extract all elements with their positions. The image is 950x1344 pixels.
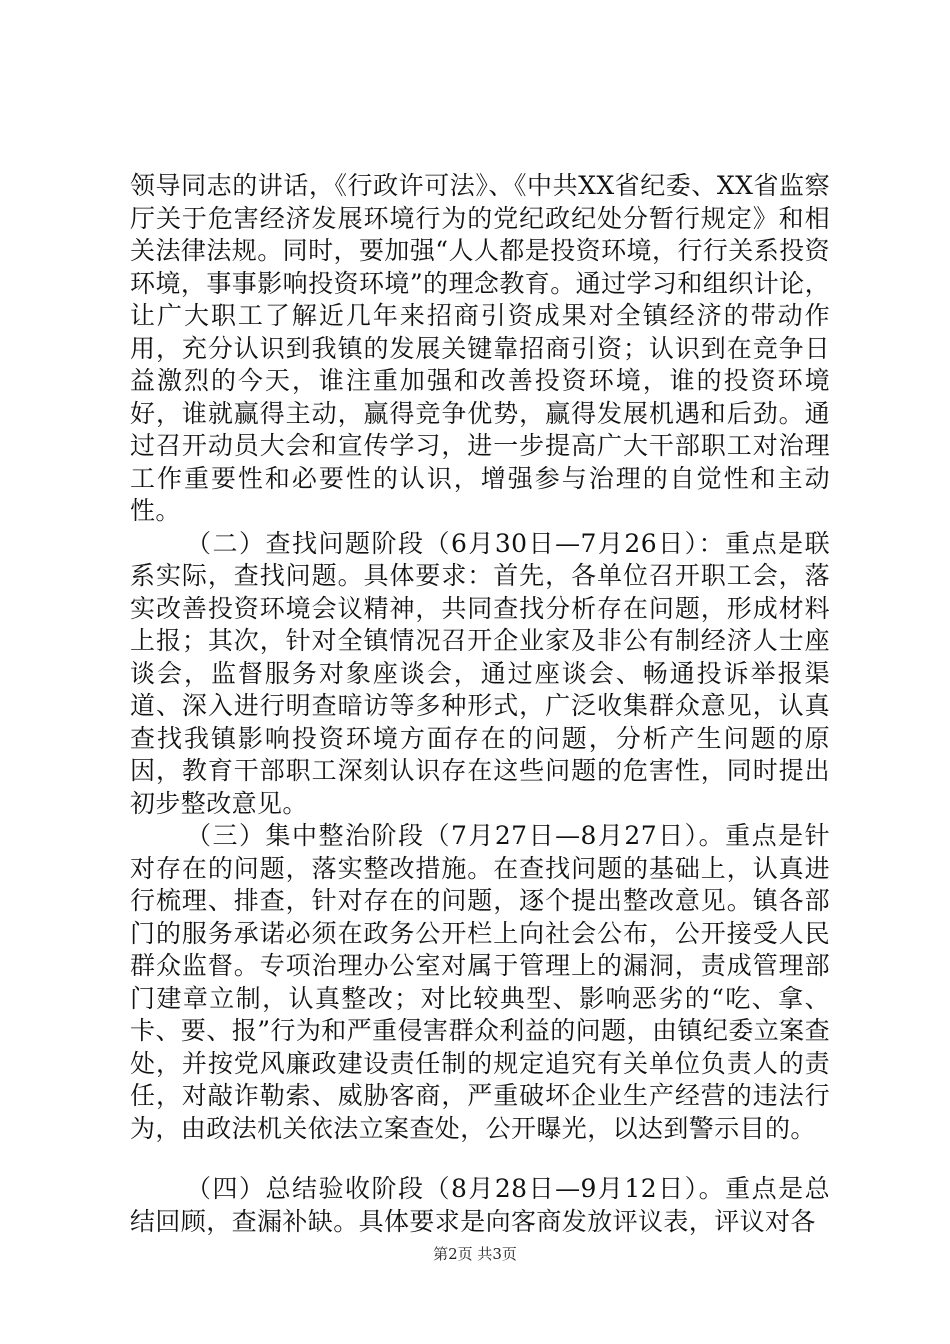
paragraph-stage-two: （二）查找问题阶段（6月30日—7月26日）：重点是联系实际，查找问题。具体要求：首先，各单位召开职工会，落实改善投资环境会议精神，共同查找分析存在问题，形成材料上报；其次，针对全镇情况召开企业家及非公有制经济人士座谈会，监督服务对象座谈会，通过座谈会、畅通投诉举报渠道、深入进行明查暗访等多种形式，广泛收集群众意见，认真查找我镇影响投资环境方面存在的问题，分析产生问题的原因，教育干部职工深刻认识存在这些问题的危害性，同时提出初步整改意见。 bbox=[130, 528, 830, 818]
document-body bbox=[130, 170, 830, 1238]
page-number-footer: 第2页 共3页 bbox=[433, 1245, 517, 1263]
paragraph-stage-four: （四）总结验收阶段（8月28日—9月12日）。重点是总结回顾，查漏补缺。具体要求是向客商发放评议表，评议对各 bbox=[130, 1174, 830, 1236]
paragraph-stage-three: （三）集中整治阶段（7月27日—8月27日）。重点是针对存在的问题，落实整改措施。在查找问题的基础上，认真进行梳理、排查，针对存在的问题，逐个提出整改意见。镇各部门的服务承诺必须在政务公开栏上向社会公布，公开接受人民群众监督。专项治理办公室对属于管理上的漏洞，责成管理部门建章立制，认真整改；对比较典型、影响恶劣的“吃、拿、卡、要、报”行为和严重侵害群众利益的问题，由镇纪委立案查处，并按党风廉政建设责任制的规定追究有关单位负责人的责任，对敲诈勒索、威胁客商，严重破坏企业生产经营的违法行为，由政法机关依法立案查处，公开曝光，以达到警示目的。 bbox=[130, 821, 830, 1143]
paragraph-study-education: 领导同志的讲话，《行政许可法》、《中共XX省纪委、XX省监察厅关于危害经济发展环境行为的党纪政纪处分暂行规定》和相关法律法规。同时，要加强“人人都是投资环境，行行关系投资环境，事事影响投资环境”的理念教育。通过学习和组织计论，让广大职工了解近几年来招商引资成果对全镇经济的带动作用，充分认识到我镇的发展关键靠招商引资；认识到在竞争日益激烈的今天，谁注重加强和改善投资环境，谁的投资环境好，谁就赢得主动，赢得竞争优势，赢得发展机遇和后劲。通过召开动员大会和宣传学习，进一步提高广大干部职工对治理工作重要性和必要性的认识，增强参与治理的自觉性和主动性。 bbox=[130, 171, 830, 525]
